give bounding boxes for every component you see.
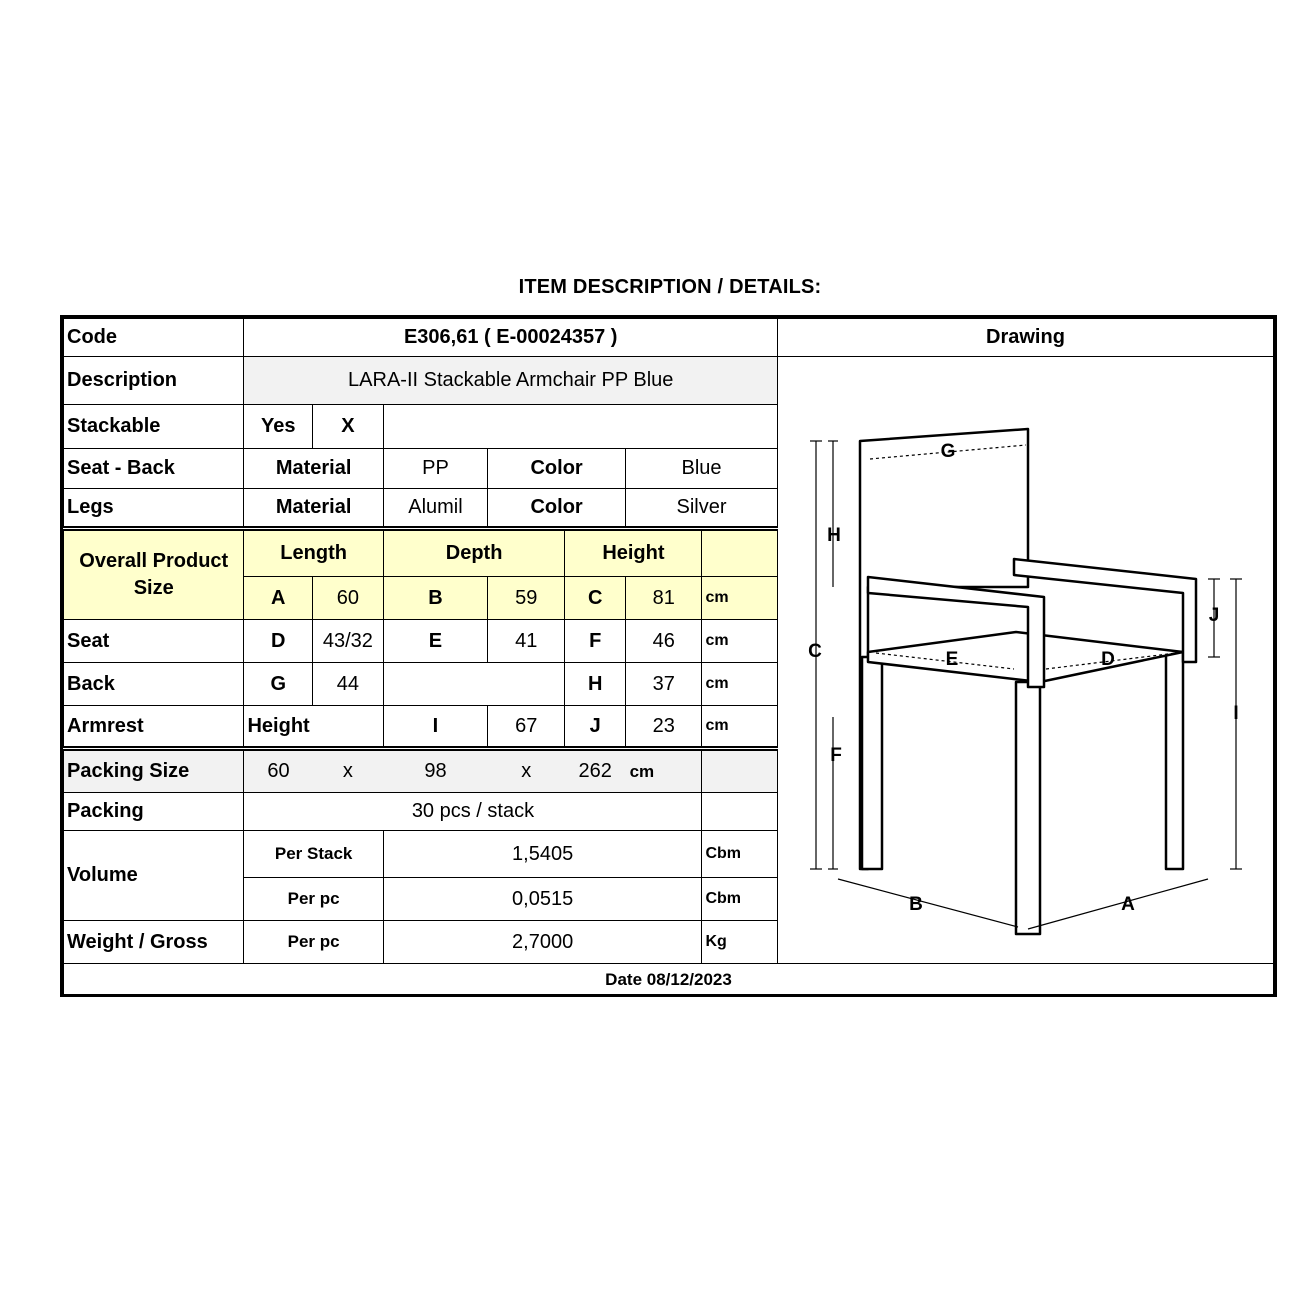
stackable-mark: X — [313, 405, 384, 449]
armrest-unit: cm — [702, 706, 778, 749]
chair-rear-leg-left — [862, 657, 882, 869]
volume-per-stack-value: 1,5405 — [383, 831, 702, 878]
drawing-label-a: A — [1121, 894, 1135, 915]
seat-back-material: PP — [383, 449, 487, 489]
spec-table — [63, 318, 1274, 997]
back-label: Back — [64, 663, 244, 706]
seat-back-color-label: Color — [488, 449, 626, 489]
packing-label: Packing — [64, 793, 244, 831]
drawing-label-g: G — [940, 441, 956, 462]
drawing-header: Drawing — [777, 319, 1273, 357]
length-label: Length — [244, 529, 383, 577]
overall-label — [64, 529, 244, 620]
drawing-label-h: H — [827, 525, 841, 546]
dim-h-letter: H — [565, 663, 626, 706]
volume-per-pc-label: Per pc — [244, 878, 383, 921]
description-label: Description — [64, 357, 244, 405]
packing-size-height: 262 — [565, 749, 626, 793]
seat-back-label: Seat - Back — [64, 449, 244, 489]
packing-size-x1: x — [313, 749, 384, 793]
dim-c-letter: C — [565, 577, 626, 620]
weight-value: 2,7000 — [383, 921, 702, 964]
dim-g-value: 44 — [313, 663, 384, 706]
dim-d-letter: D — [244, 620, 313, 663]
volume-per-stack-unit: Cbm — [702, 831, 778, 878]
row-code — [64, 319, 1274, 357]
drawing-label-b: B — [909, 894, 923, 915]
dim-f-value: 46 — [626, 620, 702, 663]
dim-b-value: 59 — [488, 577, 565, 620]
packing-size-unit: cm — [626, 749, 702, 793]
legs-material-label: Material — [244, 489, 383, 529]
weight-label: Weight / Gross — [64, 921, 244, 964]
dim-e-value: 41 — [488, 620, 565, 663]
back-blank — [383, 663, 565, 706]
dim-i-letter: I — [383, 706, 487, 749]
dim-a-value: 60 — [313, 577, 384, 620]
chair-front-leg-right — [1166, 652, 1183, 869]
packing-value: 30 pcs / stack — [244, 793, 702, 831]
overall-label-line2: Size — [133, 577, 174, 599]
drawing-label-c: C — [808, 641, 822, 662]
packing-size-label: Packing Size — [64, 749, 244, 793]
seat-back-material-label: Material — [244, 449, 383, 489]
description-value: LARA-II Stackable Armchair PP Blue — [244, 357, 777, 405]
dim-b-letter: B — [383, 577, 487, 620]
chair-seat-frame — [868, 632, 1183, 682]
armrest-height-label: Height — [244, 706, 383, 749]
packing-size-x2: x — [488, 749, 565, 793]
sheet-title: ITEM DESCRIPTION / DETAILS: — [518, 276, 822, 298]
drawing-cell — [777, 357, 1273, 964]
drawing-label-d: D — [1101, 649, 1115, 670]
seat-unit: cm — [702, 620, 778, 663]
dim-c-value: 81 — [626, 577, 702, 620]
stackable-label: Stackable — [64, 405, 244, 449]
legs-label: Legs — [64, 489, 244, 529]
dim-f-letter: F — [565, 620, 626, 663]
legs-material: Alumil — [383, 489, 487, 529]
back-unit: cm — [702, 663, 778, 706]
spec-sheet — [60, 315, 1277, 997]
volume-per-pc-unit: Cbm — [702, 878, 778, 921]
date-footer: Date 08/12/2023 — [64, 964, 1274, 997]
dim-h-value: 37 — [626, 663, 702, 706]
volume-per-stack-label: Per Stack — [244, 831, 383, 878]
dim-j-letter: J — [565, 706, 626, 749]
overall-unit: cm — [702, 577, 778, 620]
drawing-label-i: I — [1233, 703, 1239, 724]
packing-size-length: 60 — [244, 749, 313, 793]
row-date — [64, 964, 1274, 997]
weight-per-pc-label: Per pc — [244, 921, 383, 964]
legs-color: Silver — [626, 489, 778, 529]
dim-d-value: 43/32 — [313, 620, 384, 663]
row-description — [64, 357, 1274, 405]
code-label: Code — [64, 319, 244, 357]
dim-a-letter: A — [244, 577, 313, 620]
drawing-label-j: J — [1208, 605, 1220, 626]
height-label: Height — [565, 529, 702, 577]
dim-i-value: 67 — [488, 706, 565, 749]
weight-unit: Kg — [702, 921, 778, 964]
code-value: E306,61 ( E-00024357 ) — [244, 319, 777, 357]
chair-front-leg-left — [1016, 682, 1040, 934]
volume-label: Volume — [64, 831, 244, 921]
legs-color-label: Color — [488, 489, 626, 529]
packing-size-width: 98 — [383, 749, 487, 793]
dim-j-value: 23 — [626, 706, 702, 749]
overall-label-line1: Overall Product — [79, 550, 229, 572]
seat-back-color: Blue — [626, 449, 778, 489]
volume-per-pc-value: 0,0515 — [383, 878, 702, 921]
overall-blank — [702, 529, 778, 577]
chair-drawing — [778, 357, 1272, 963]
seat-label: Seat — [64, 620, 244, 663]
drawing-label-e: E — [945, 649, 959, 670]
packing-size-blank — [702, 749, 778, 793]
dim-e-letter: E — [383, 620, 487, 663]
depth-label: Depth — [383, 529, 565, 577]
stackable-blank — [383, 405, 777, 449]
drawing-label-f: F — [830, 745, 842, 766]
armrest-label: Armrest — [64, 706, 244, 749]
packing-blank — [702, 793, 778, 831]
stackable-yes: Yes — [244, 405, 313, 449]
dim-g-letter: G — [244, 663, 313, 706]
